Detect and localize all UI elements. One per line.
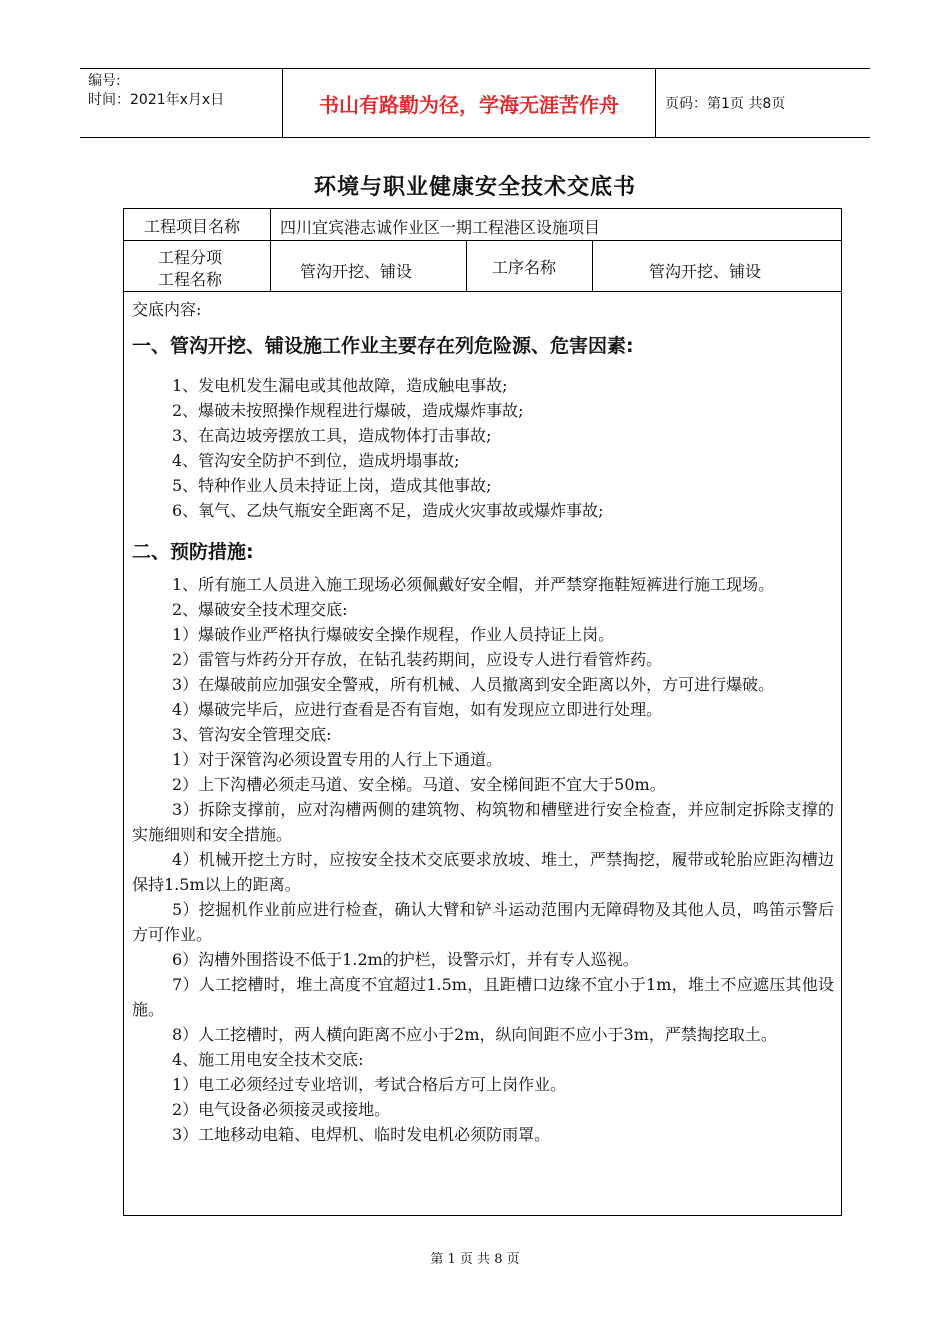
sub-project-label-line2: 工程名称	[158, 270, 223, 289]
measure-paragraph: 2）电气设备必须接灵或接地。	[172, 1100, 391, 1119]
measure-paragraph: 7）人工挖槽时，堆土高度不宜超过1.5m，且距槽口边缘不宜小于1m，堆土不应遮压其他设施。	[132, 975, 834, 1019]
header-page-info: 页码：第1页 共8页	[665, 96, 786, 112]
measure-paragraph: 2）上下沟槽必须走马道、安全梯。马道、安全梯间距不宜大于50m。	[172, 775, 666, 794]
measure-paragraph: 4、施工用电安全技术交底:	[172, 1050, 364, 1069]
measure-paragraph: 1）对于深管沟必须设置专用的人行上下通道。	[172, 750, 503, 769]
project-name-label: 工程项目名称	[144, 217, 241, 236]
hazard-item: 2、爆破未按照操作规程进行爆破，造成爆炸事故;	[172, 401, 524, 420]
section2-heading: 二、预防措施:	[132, 541, 254, 563]
measure-paragraph: 1、所有施工人员进入施工现场必须佩戴好安全帽，并严禁穿拖鞋短裤进行施工现场。	[172, 575, 775, 594]
hazard-list	[172, 373, 832, 523]
measure-paragraph: 8）人工挖槽时，两人横向距离不应小于2m，纵向间距不应小于3m，严禁掏挖取土。	[172, 1025, 777, 1044]
content-label: 交底内容:	[132, 300, 202, 319]
row-divider	[124, 240, 841, 241]
document-header	[80, 68, 870, 138]
measure-paragraph: 4）爆破完毕后，应进行查看是否有盲炮，如有发现应立即进行处理。	[172, 700, 663, 719]
column-divider	[466, 240, 467, 291]
header-meta-cell	[80, 69, 282, 137]
hazard-item: 1、发电机发生漏电或其他故障，造成触电事故;	[172, 376, 508, 395]
hazard-item: 3、在高边坡旁摆放工具，造成物体打击事故;	[172, 426, 492, 445]
measure-paragraph: 3）工地移动电箱、电焊机、临时发电机必须防雨罩。	[172, 1125, 551, 1144]
measure-paragraph: 3、管沟安全管理交底:	[172, 725, 332, 744]
measure-paragraph: 1）爆破作业严格执行爆破安全操作规程，作业人员持证上岗。	[172, 625, 615, 644]
sub-project-value: 管沟开挖、铺设	[300, 262, 413, 281]
document-number-label: 编号:	[88, 73, 121, 89]
process-label: 工序名称	[492, 258, 557, 277]
process-value: 管沟开挖、铺设	[649, 262, 762, 281]
measure-paragraph: 4）机械开挖土方时，应按安全技术交底要求放坡、堆土，严禁掏挖，履带或轮胎应距沟槽边保持1.5m以上的距离。	[132, 850, 834, 894]
measure-paragraph: 2、爆破安全技术理交底:	[172, 600, 348, 619]
project-name-value: 四川宜宾港志诚作业区一期工程港区设施项目	[280, 218, 601, 237]
document-date: 时间：2021年x月x日	[88, 92, 225, 108]
hazard-item: 6、氧气、乙炔气瓶安全距离不足，造成火灾事故或爆炸事故;	[172, 501, 604, 520]
sub-project-label-line1: 工程分项	[158, 248, 223, 267]
column-divider	[270, 209, 271, 291]
measure-paragraph: 2）雷管与炸药分开存放，在钻孔装药期间，应设专人进行看管炸药。	[172, 650, 663, 669]
page-footer: 第 1 页 共 8 页	[430, 1252, 520, 1267]
hazard-item: 5、特种作业人员未持证上岗，造成其他事故;	[172, 476, 492, 495]
briefing-table	[123, 208, 842, 1216]
measure-paragraph: 5）挖掘机作业前应进行检查，确认大臂和铲斗运动范围内无障碍物及其他人员，鸣笛示警后方可作业。	[132, 900, 834, 944]
hazard-item: 4、管沟安全防护不到位，造成坍塌事故;	[172, 451, 460, 470]
measure-paragraph: 3）在爆破前应加强安全警戒，所有机械、人员撤离到安全距离以外，方可进行爆破。	[172, 675, 775, 694]
section1-heading: 一、管沟开挖、铺设施工作业主要存在列危险源、危害因素:	[132, 335, 634, 357]
measure-paragraph: 3）拆除支撑前，应对沟槽两侧的建筑物、构筑物和槽壁进行安全检查，并应制定拆除支撑的实施细则和安全措施。	[132, 800, 834, 844]
measures-list	[132, 572, 834, 1147]
measure-paragraph: 6）沟槽外围搭设不低于1.2m的护栏，设警示灯，并有专人巡视。	[172, 950, 639, 969]
document-title: 环境与职业健康安全技术交底书	[313, 174, 636, 200]
header-motto: 书山有路勤为径，学海无涯苦作舟	[282, 69, 656, 137]
measure-paragraph: 1）电工必须经过专业培训，考试合格后方可上岗作业。	[172, 1075, 567, 1094]
row-divider	[124, 291, 841, 292]
column-divider	[592, 240, 593, 291]
